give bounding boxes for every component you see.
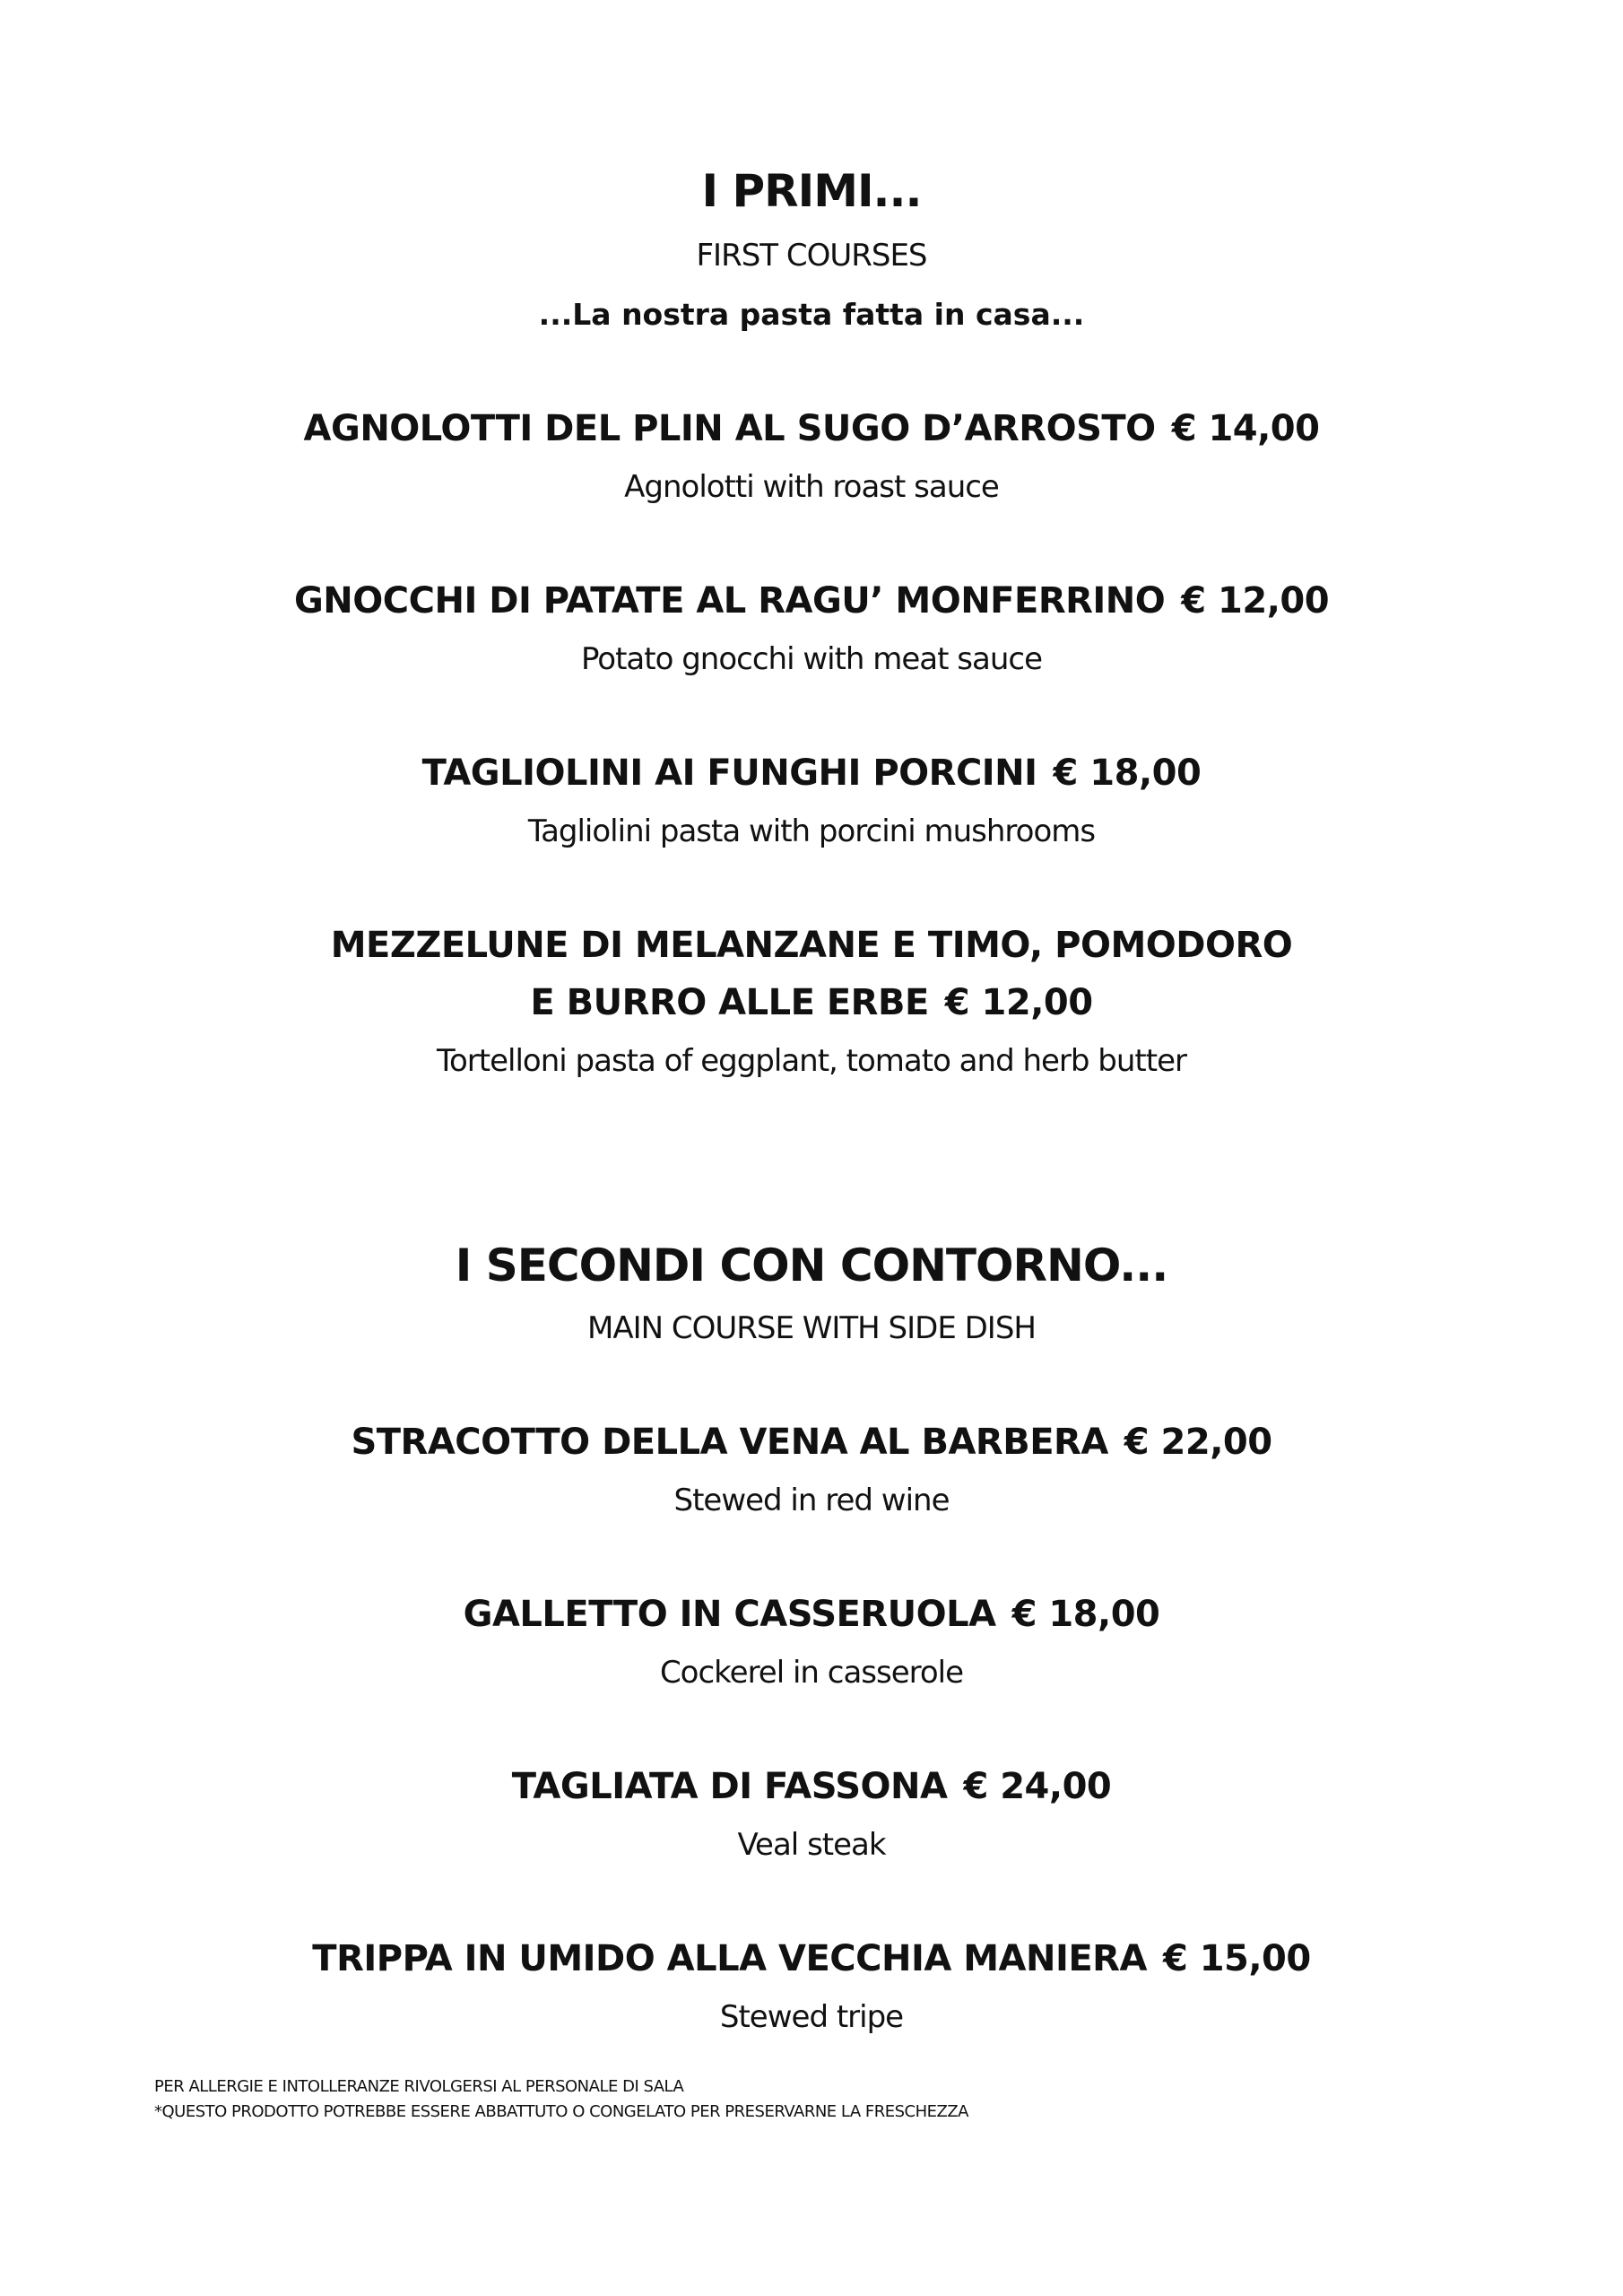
dish-description-tagliolini: Tagliolini pasta with porcini mushrooms bbox=[527, 813, 1096, 849]
dish-name-galletto bbox=[0, 1594, 1623, 1635]
dish-name-mezzelune-line2 bbox=[0, 982, 1623, 1023]
dish-title: STRACOTTO DELLA VENA AL BARBERA bbox=[351, 1422, 1108, 1463]
dish-title: GALLETTO IN CASSERUOLA bbox=[463, 1594, 996, 1635]
dish-description-tagliata: Veal steak bbox=[737, 1827, 886, 1863]
dish-name-trippa bbox=[0, 1938, 1623, 1979]
dish-price: € 14,00 bbox=[1171, 408, 1320, 449]
dish-price: € 15,00 bbox=[1162, 1938, 1311, 1979]
dish-price: € 18,00 bbox=[1011, 1594, 1160, 1635]
dish-title: TRIPPA IN UMIDO ALLA VECCHIA MANIERA bbox=[312, 1938, 1147, 1979]
main-courses-title: I SECONDI CON CONTORNO... bbox=[455, 1239, 1168, 1292]
main-courses-subtitle: MAIN COURSE WITH SIDE DISH bbox=[587, 1310, 1036, 1346]
dish-title: E BURRO ALLE ERBE bbox=[530, 982, 929, 1023]
dish-description-galletto: Cockerel in casserole bbox=[659, 1655, 964, 1691]
first-courses-title: I PRIMI... bbox=[701, 165, 922, 217]
dish-description-gnocchi: Potato gnocchi with meat sauce bbox=[581, 641, 1042, 677]
dish-price: € 24,00 bbox=[963, 1766, 1112, 1807]
dish-name-tagliata bbox=[0, 1766, 1623, 1807]
dish-name-stracotto bbox=[0, 1422, 1623, 1463]
dish-description-trippa: Stewed tripe bbox=[719, 1999, 904, 2035]
dish-description-stracotto: Stewed in red wine bbox=[673, 1483, 950, 1518]
dish-price: € 12,00 bbox=[944, 982, 1093, 1023]
dish-price: € 18,00 bbox=[1053, 752, 1202, 794]
first-courses-subtitle: FIRST COURSES bbox=[696, 238, 927, 274]
footnote-allergies: PER ALLERGIE E INTOLLERANZE RIVOLGERSI AL PERSONALE DI SALA bbox=[154, 2077, 684, 2096]
dish-name-gnocchi bbox=[0, 580, 1623, 622]
dish-title: GNOCCHI DI PATATE AL RAGU’ MONFERRINO bbox=[293, 580, 1166, 622]
dish-name-mezzelune-line1: MEZZELUNE DI MELANZANE E TIMO, POMODORO bbox=[330, 925, 1293, 966]
dish-description-agnolotti: Agnolotti with roast sauce bbox=[624, 469, 999, 505]
dish-title: TAGLIATA DI FASSONA bbox=[511, 1766, 948, 1807]
dish-name-tagliolini bbox=[0, 752, 1623, 794]
dish-description-mezzelune: Tortelloni pasta of eggplant, tomato and herb butter bbox=[437, 1043, 1186, 1079]
dish-name-agnolotti bbox=[0, 408, 1623, 449]
dish-price: € 22,00 bbox=[1124, 1422, 1272, 1463]
dish-price: € 12,00 bbox=[1181, 580, 1330, 622]
dish-title: AGNOLOTTI DEL PLIN AL SUGO D’ARROSTO bbox=[303, 408, 1156, 449]
dish-title: TAGLIOLINI AI FUNGHI PORCINI bbox=[421, 752, 1037, 794]
first-courses-tagline: ...La nostra pasta fatta in casa... bbox=[538, 297, 1085, 332]
footnote-frozen-products: *QUESTO PRODOTTO POTREBBE ESSERE ABBATTUTO O CONGELATO PER PRESERVARNE LA FRESCHEZZA bbox=[154, 2102, 968, 2121]
